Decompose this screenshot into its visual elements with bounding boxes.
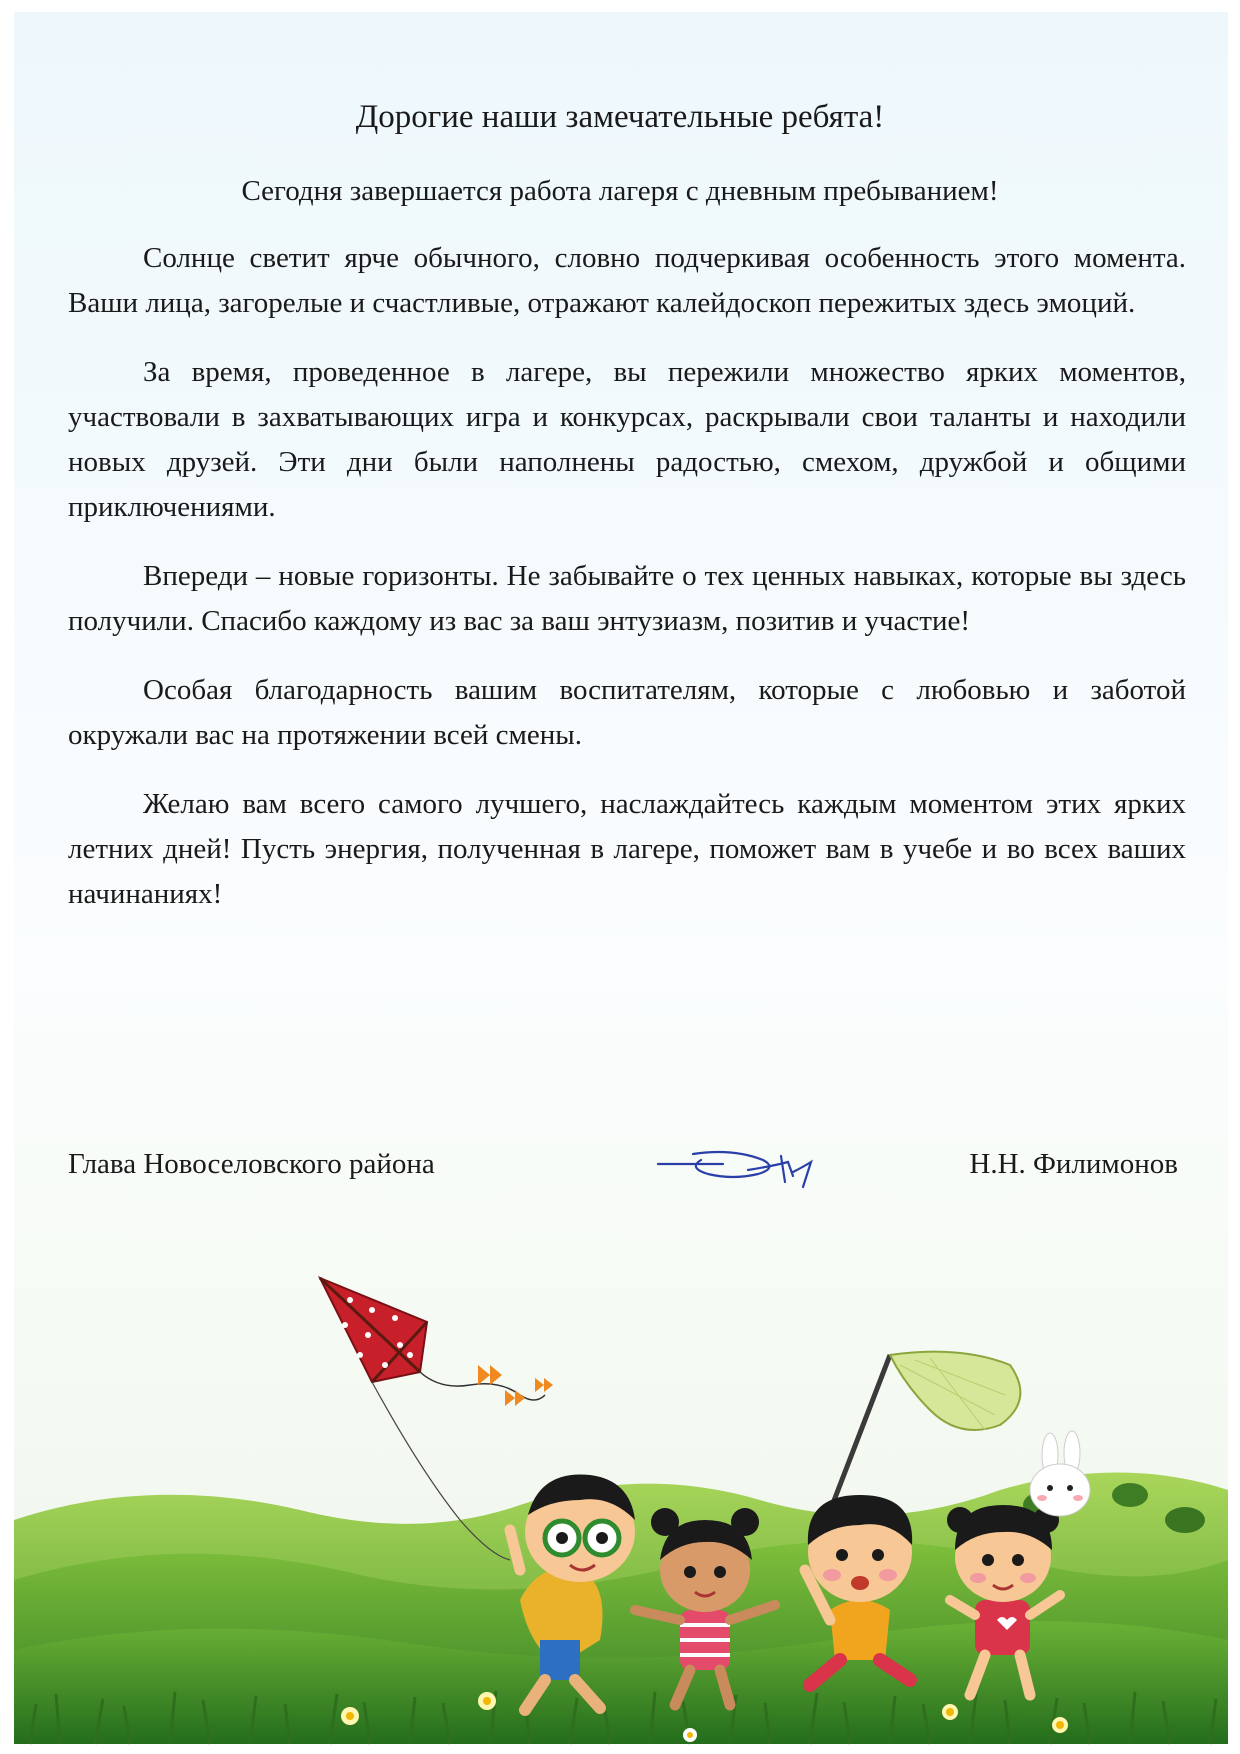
signer-position: Глава Новоселовского района: [68, 1148, 435, 1180]
paragraph: Особая благодарность вашим воспитателям, которые с любовью и заботой окружали вас на протяжении всей смены.: [68, 674, 1186, 751]
subtitle: Сегодня завершается работа лагеря с дневным пребыванием!: [241, 175, 999, 207]
paragraph: Солнце светит ярче обычного, словно подчеркивая особенность этого момента. Ваши лица, загорелые и счастливые, отражают калейдоскоп пережитых здесь эмоций.: [68, 242, 1186, 319]
signer-name: Н.Н. Филимонов: [969, 1148, 1178, 1180]
paragraph: Впереди – новые горизонты. Не забывайте о тех ценных навыках, которые вы здесь получили. Спасибо каждому из вас за ваш энтузиазм, позитив и участие!: [68, 560, 1186, 637]
bunny-icon: [1030, 1431, 1090, 1516]
signature-block: [68, 1142, 1178, 1202]
letter-body: [68, 236, 1186, 941]
greeting-heading: Дорогие наши замечательные ребята!: [355, 99, 885, 135]
paragraph: Желаю вам всего самого лучшего, наслаждайтесь каждым моментом этих ярких летних дней! Пусть энергия, полученная в лагере, поможет вам в учебе и во всех ваших начинаниях!: [68, 788, 1186, 910]
handwritten-signature: [653, 1142, 818, 1192]
paragraph: За время, проведенное в лагере, вы пережили множество ярких моментов, участвовали в захватывающих игра и конкурсах, раскрывали свои таланты и находили новых друзей. Эти дни были наполнены радостью, смехом, дружбой и общими приключениями.: [68, 356, 1186, 523]
